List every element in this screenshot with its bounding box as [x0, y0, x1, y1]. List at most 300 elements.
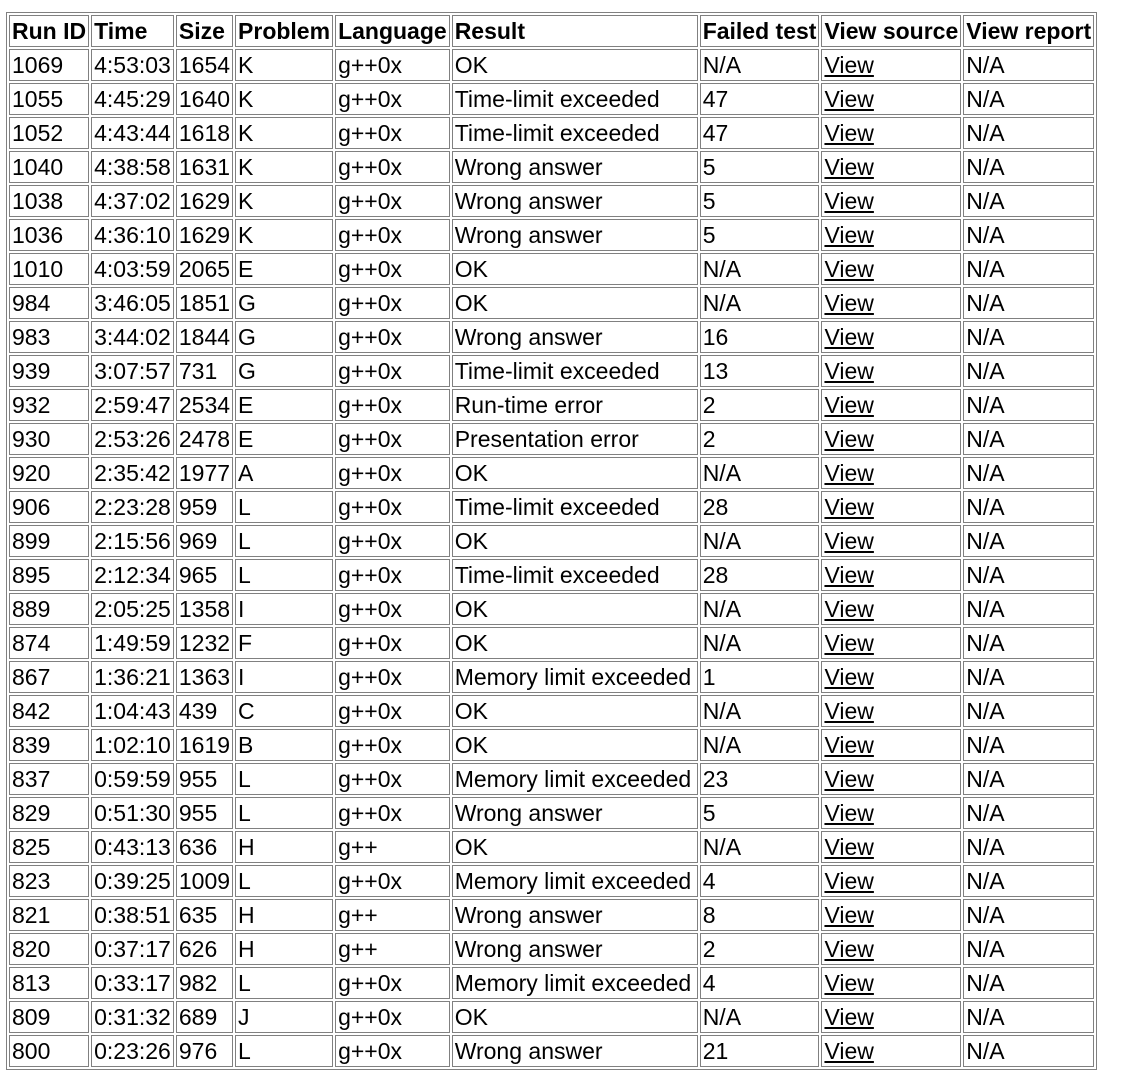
view-source-link[interactable]: View: [824, 154, 874, 180]
cell-problem: K: [235, 83, 333, 115]
cell-time: 0:23:26: [91, 1035, 174, 1067]
view-source-link[interactable]: View: [824, 630, 874, 656]
cell-size: 1618: [176, 117, 233, 149]
cell-view-report: N/A: [963, 355, 1094, 387]
runs-table: [6, 12, 1097, 1070]
view-source-link[interactable]: View: [824, 936, 874, 962]
cell-run-id: 813: [9, 967, 89, 999]
cell-problem: K: [235, 117, 333, 149]
cell-size: 2065: [176, 253, 233, 285]
cell-language: g++: [335, 831, 450, 863]
cell-time: 4:45:29: [91, 83, 174, 115]
cell-time: 3:07:57: [91, 355, 174, 387]
cell-result: Memory limit exceeded: [452, 967, 698, 999]
cell-view-report: N/A: [963, 627, 1094, 659]
cell-problem: E: [235, 389, 333, 421]
cell-failed-test: 2: [700, 389, 820, 421]
cell-language: g++0x: [335, 423, 450, 455]
cell-run-id: 823: [9, 865, 89, 897]
view-source-link[interactable]: View: [824, 494, 874, 520]
cell-run-id: 906: [9, 491, 89, 523]
cell-view-source: [821, 967, 961, 999]
cell-run-id: 829: [9, 797, 89, 829]
header-result: Result: [452, 15, 698, 47]
table-row: [9, 593, 1094, 625]
cell-time: 4:03:59: [91, 253, 174, 285]
view-source-link[interactable]: View: [824, 52, 874, 78]
cell-view-report: N/A: [963, 287, 1094, 319]
cell-run-id: 1055: [9, 83, 89, 115]
view-source-link[interactable]: View: [824, 1004, 874, 1030]
cell-time: 0:43:13: [91, 831, 174, 863]
view-source-link[interactable]: View: [824, 426, 874, 452]
cell-run-id: 1036: [9, 219, 89, 251]
cell-time: 4:53:03: [91, 49, 174, 81]
cell-run-id: 899: [9, 525, 89, 557]
cell-result: Memory limit exceeded: [452, 865, 698, 897]
cell-size: 976: [176, 1035, 233, 1067]
view-source-link[interactable]: View: [824, 188, 874, 214]
cell-view-report: N/A: [963, 933, 1094, 965]
cell-problem: L: [235, 559, 333, 591]
cell-time: 0:51:30: [91, 797, 174, 829]
cell-view-report: N/A: [963, 797, 1094, 829]
table-row: [9, 525, 1094, 557]
table-row: [9, 219, 1094, 251]
cell-failed-test: N/A: [700, 695, 820, 727]
cell-time: 2:23:28: [91, 491, 174, 523]
cell-time: 1:36:21: [91, 661, 174, 693]
cell-time: 3:44:02: [91, 321, 174, 353]
cell-view-source: [821, 1035, 961, 1067]
table-row: [9, 151, 1094, 183]
cell-view-source: [821, 559, 961, 591]
cell-language: g++0x: [335, 1001, 450, 1033]
table-row: [9, 797, 1094, 829]
cell-result: OK: [452, 695, 698, 727]
cell-failed-test: N/A: [700, 627, 820, 659]
view-source-link[interactable]: View: [824, 1038, 874, 1064]
cell-view-source: [821, 355, 961, 387]
cell-problem: E: [235, 423, 333, 455]
cell-run-id: 920: [9, 457, 89, 489]
cell-problem: K: [235, 219, 333, 251]
table-row: [9, 253, 1094, 285]
cell-size: 955: [176, 797, 233, 829]
cell-time: 1:49:59: [91, 627, 174, 659]
cell-run-id: 800: [9, 1035, 89, 1067]
cell-run-id: 821: [9, 899, 89, 931]
cell-problem: K: [235, 49, 333, 81]
cell-result: Presentation error: [452, 423, 698, 455]
cell-view-report: N/A: [963, 1001, 1094, 1033]
cell-view-source: [821, 457, 961, 489]
header-failed-test: Failed test: [700, 15, 820, 47]
cell-language: g++0x: [335, 695, 450, 727]
cell-result: Time-limit exceeded: [452, 83, 698, 115]
cell-language: g++0x: [335, 185, 450, 217]
cell-size: 969: [176, 525, 233, 557]
cell-view-report: N/A: [963, 321, 1094, 353]
cell-result: OK: [452, 457, 698, 489]
cell-view-source: [821, 219, 961, 251]
cell-view-report: N/A: [963, 389, 1094, 421]
cell-run-id: 809: [9, 1001, 89, 1033]
cell-language: g++0x: [335, 797, 450, 829]
cell-time: 2:12:34: [91, 559, 174, 591]
cell-problem: L: [235, 865, 333, 897]
cell-failed-test: 5: [700, 185, 820, 217]
cell-size: 1629: [176, 185, 233, 217]
cell-result: Wrong answer: [452, 1035, 698, 1067]
cell-failed-test: 13: [700, 355, 820, 387]
table-row: [9, 933, 1094, 965]
cell-size: 1619: [176, 729, 233, 761]
cell-run-id: 825: [9, 831, 89, 863]
cell-problem: K: [235, 185, 333, 217]
cell-result: OK: [452, 49, 698, 81]
cell-failed-test: 2: [700, 423, 820, 455]
cell-failed-test: 28: [700, 559, 820, 591]
table-row: [9, 899, 1094, 931]
cell-result: OK: [452, 525, 698, 557]
cell-view-report: N/A: [963, 865, 1094, 897]
cell-language: g++0x: [335, 355, 450, 387]
cell-failed-test: 5: [700, 797, 820, 829]
cell-result: OK: [452, 627, 698, 659]
cell-size: 1654: [176, 49, 233, 81]
cell-language: g++0x: [335, 287, 450, 319]
cell-language: g++0x: [335, 627, 450, 659]
view-source-link[interactable]: View: [824, 902, 874, 928]
cell-result: Wrong answer: [452, 321, 698, 353]
cell-problem: L: [235, 525, 333, 557]
cell-view-source: [821, 627, 961, 659]
cell-view-source: [821, 593, 961, 625]
view-source-link[interactable]: View: [824, 800, 874, 826]
cell-result: Wrong answer: [452, 797, 698, 829]
cell-size: 1232: [176, 627, 233, 659]
cell-view-report: N/A: [963, 1035, 1094, 1067]
cell-view-report: N/A: [963, 151, 1094, 183]
cell-size: 1844: [176, 321, 233, 353]
cell-failed-test: 8: [700, 899, 820, 931]
cell-view-report: N/A: [963, 559, 1094, 591]
view-source-link[interactable]: View: [824, 392, 874, 418]
cell-view-source: [821, 185, 961, 217]
cell-view-report: N/A: [963, 457, 1094, 489]
cell-run-id: 1010: [9, 253, 89, 285]
table-row: [9, 491, 1094, 523]
cell-language: g++0x: [335, 219, 450, 251]
cell-view-source: [821, 525, 961, 557]
view-source-link[interactable]: View: [824, 664, 874, 690]
header-time: Time: [91, 15, 174, 47]
view-source-link[interactable]: View: [824, 324, 874, 350]
header-problem: Problem: [235, 15, 333, 47]
cell-failed-test: 1: [700, 661, 820, 693]
cell-view-report: N/A: [963, 423, 1094, 455]
cell-failed-test: N/A: [700, 729, 820, 761]
cell-result: Wrong answer: [452, 185, 698, 217]
cell-failed-test: 21: [700, 1035, 820, 1067]
cell-language: g++0x: [335, 593, 450, 625]
cell-result: Memory limit exceeded: [452, 763, 698, 795]
cell-run-id: 1040: [9, 151, 89, 183]
cell-view-report: N/A: [963, 763, 1094, 795]
cell-failed-test: N/A: [700, 1001, 820, 1033]
cell-result: OK: [452, 1001, 698, 1033]
cell-time: 2:53:26: [91, 423, 174, 455]
cell-failed-test: 47: [700, 83, 820, 115]
cell-run-id: 837: [9, 763, 89, 795]
table-row: [9, 355, 1094, 387]
cell-view-source: [821, 389, 961, 421]
cell-language: g++0x: [335, 49, 450, 81]
cell-view-report: N/A: [963, 185, 1094, 217]
view-source-link[interactable]: View: [824, 766, 874, 792]
cell-problem: H: [235, 831, 333, 863]
cell-language: g++: [335, 933, 450, 965]
table-row: [9, 457, 1094, 489]
cell-problem: J: [235, 1001, 333, 1033]
table-row: [9, 49, 1094, 81]
view-source-link[interactable]: View: [824, 528, 874, 554]
cell-view-source: [821, 865, 961, 897]
cell-size: 959: [176, 491, 233, 523]
header-size: Size: [176, 15, 233, 47]
cell-problem: G: [235, 321, 333, 353]
cell-failed-test: N/A: [700, 593, 820, 625]
cell-language: g++0x: [335, 117, 450, 149]
cell-failed-test: N/A: [700, 525, 820, 557]
cell-result: OK: [452, 287, 698, 319]
table-row: [9, 729, 1094, 761]
view-source-link[interactable]: View: [824, 868, 874, 894]
view-source-link[interactable]: View: [824, 460, 874, 486]
cell-view-source: [821, 831, 961, 863]
cell-time: 2:05:25: [91, 593, 174, 625]
cell-time: 2:59:47: [91, 389, 174, 421]
cell-problem: F: [235, 627, 333, 659]
cell-problem: I: [235, 593, 333, 625]
table-row: [9, 117, 1094, 149]
cell-run-id: 895: [9, 559, 89, 591]
table-row: [9, 559, 1094, 591]
cell-failed-test: 5: [700, 151, 820, 183]
table-row: [9, 389, 1094, 421]
cell-language: g++: [335, 899, 450, 931]
cell-problem: K: [235, 151, 333, 183]
cell-run-id: 1038: [9, 185, 89, 217]
cell-run-id: 867: [9, 661, 89, 693]
cell-run-id: 842: [9, 695, 89, 727]
cell-view-source: [821, 287, 961, 319]
cell-view-source: [821, 661, 961, 693]
cell-view-source: [821, 151, 961, 183]
cell-failed-test: 16: [700, 321, 820, 353]
cell-view-report: N/A: [963, 83, 1094, 115]
cell-failed-test: 4: [700, 967, 820, 999]
cell-result: OK: [452, 831, 698, 863]
cell-language: g++0x: [335, 729, 450, 761]
cell-result: Time-limit exceeded: [452, 355, 698, 387]
cell-view-report: N/A: [963, 967, 1094, 999]
cell-result: Wrong answer: [452, 899, 698, 931]
table-row: [9, 423, 1094, 455]
cell-size: 1631: [176, 151, 233, 183]
cell-time: 2:15:56: [91, 525, 174, 557]
cell-time: 0:59:59: [91, 763, 174, 795]
cell-view-source: [821, 423, 961, 455]
cell-run-id: 889: [9, 593, 89, 625]
view-source-link[interactable]: View: [824, 256, 874, 282]
cell-run-id: 1069: [9, 49, 89, 81]
cell-failed-test: 2: [700, 933, 820, 965]
cell-time: 4:43:44: [91, 117, 174, 149]
cell-problem: A: [235, 457, 333, 489]
cell-problem: C: [235, 695, 333, 727]
cell-view-source: [821, 117, 961, 149]
cell-view-source: [821, 899, 961, 931]
cell-size: 731: [176, 355, 233, 387]
table-row: [9, 321, 1094, 353]
cell-run-id: 939: [9, 355, 89, 387]
cell-size: 636: [176, 831, 233, 863]
cell-problem: G: [235, 287, 333, 319]
cell-view-source: [821, 933, 961, 965]
cell-failed-test: N/A: [700, 831, 820, 863]
cell-view-source: [821, 321, 961, 353]
cell-language: g++0x: [335, 321, 450, 353]
view-source-link[interactable]: View: [824, 970, 874, 996]
cell-result: OK: [452, 593, 698, 625]
view-source-link[interactable]: View: [824, 732, 874, 758]
cell-problem: E: [235, 253, 333, 285]
cell-size: 955: [176, 763, 233, 795]
view-source-link[interactable]: View: [824, 358, 874, 384]
table-row: [9, 763, 1094, 795]
table-row: [9, 83, 1094, 115]
cell-failed-test: 23: [700, 763, 820, 795]
cell-failed-test: N/A: [700, 287, 820, 319]
cell-problem: L: [235, 797, 333, 829]
cell-view-report: N/A: [963, 219, 1094, 251]
cell-result: Time-limit exceeded: [452, 491, 698, 523]
cell-size: 1977: [176, 457, 233, 489]
cell-result: OK: [452, 729, 698, 761]
cell-view-source: [821, 729, 961, 761]
cell-failed-test: N/A: [700, 253, 820, 285]
cell-run-id: 874: [9, 627, 89, 659]
view-source-link[interactable]: View: [824, 596, 874, 622]
table-row: [9, 695, 1094, 727]
cell-view-source: [821, 1001, 961, 1033]
cell-view-report: N/A: [963, 831, 1094, 863]
cell-size: 965: [176, 559, 233, 591]
cell-failed-test: 5: [700, 219, 820, 251]
table-row: [9, 287, 1094, 319]
cell-view-report: N/A: [963, 729, 1094, 761]
cell-size: 626: [176, 933, 233, 965]
cell-size: 1363: [176, 661, 233, 693]
header-run-id: Run ID: [9, 15, 89, 47]
view-source-link[interactable]: View: [824, 86, 874, 112]
cell-time: 3:46:05: [91, 287, 174, 319]
view-source-link[interactable]: View: [824, 222, 874, 248]
cell-result: Time-limit exceeded: [452, 117, 698, 149]
table-row: [9, 831, 1094, 863]
cell-view-report: N/A: [963, 491, 1094, 523]
cell-view-source: [821, 253, 961, 285]
view-source-link[interactable]: View: [824, 290, 874, 316]
cell-result: Run-time error: [452, 389, 698, 421]
cell-result: Wrong answer: [452, 151, 698, 183]
cell-problem: L: [235, 763, 333, 795]
cell-time: 0:37:17: [91, 933, 174, 965]
cell-time: 0:33:17: [91, 967, 174, 999]
cell-time: 0:38:51: [91, 899, 174, 931]
table-row: [9, 627, 1094, 659]
cell-run-id: 984: [9, 287, 89, 319]
table-row: [9, 661, 1094, 693]
cell-size: 1358: [176, 593, 233, 625]
cell-failed-test: 28: [700, 491, 820, 523]
cell-language: g++0x: [335, 661, 450, 693]
cell-size: 1640: [176, 83, 233, 115]
cell-view-report: N/A: [963, 49, 1094, 81]
cell-run-id: 820: [9, 933, 89, 965]
table-row: [9, 865, 1094, 897]
cell-size: 1629: [176, 219, 233, 251]
view-source-link[interactable]: View: [824, 120, 874, 146]
cell-failed-test: N/A: [700, 49, 820, 81]
cell-view-report: N/A: [963, 661, 1094, 693]
cell-size: 2478: [176, 423, 233, 455]
view-source-link[interactable]: View: [824, 834, 874, 860]
cell-time: 0:31:32: [91, 1001, 174, 1033]
cell-language: g++0x: [335, 253, 450, 285]
cell-problem: H: [235, 933, 333, 965]
cell-size: 1851: [176, 287, 233, 319]
cell-time: 4:38:58: [91, 151, 174, 183]
cell-run-id: 839: [9, 729, 89, 761]
cell-run-id: 983: [9, 321, 89, 353]
cell-time: 0:39:25: [91, 865, 174, 897]
cell-view-source: [821, 83, 961, 115]
cell-language: g++0x: [335, 457, 450, 489]
cell-problem: G: [235, 355, 333, 387]
cell-language: g++0x: [335, 491, 450, 523]
cell-size: 635: [176, 899, 233, 931]
cell-language: g++0x: [335, 83, 450, 115]
cell-size: 982: [176, 967, 233, 999]
cell-view-report: N/A: [963, 593, 1094, 625]
header-language: Language: [335, 15, 450, 47]
view-source-link[interactable]: View: [824, 562, 874, 588]
view-source-link[interactable]: View: [824, 698, 874, 724]
cell-problem: I: [235, 661, 333, 693]
cell-size: 689: [176, 1001, 233, 1033]
cell-view-report: N/A: [963, 695, 1094, 727]
cell-problem: B: [235, 729, 333, 761]
table-row: [9, 1001, 1094, 1033]
cell-language: g++0x: [335, 389, 450, 421]
cell-result: OK: [452, 253, 698, 285]
table-row: [9, 967, 1094, 999]
table-row: [9, 1035, 1094, 1067]
cell-language: g++0x: [335, 559, 450, 591]
